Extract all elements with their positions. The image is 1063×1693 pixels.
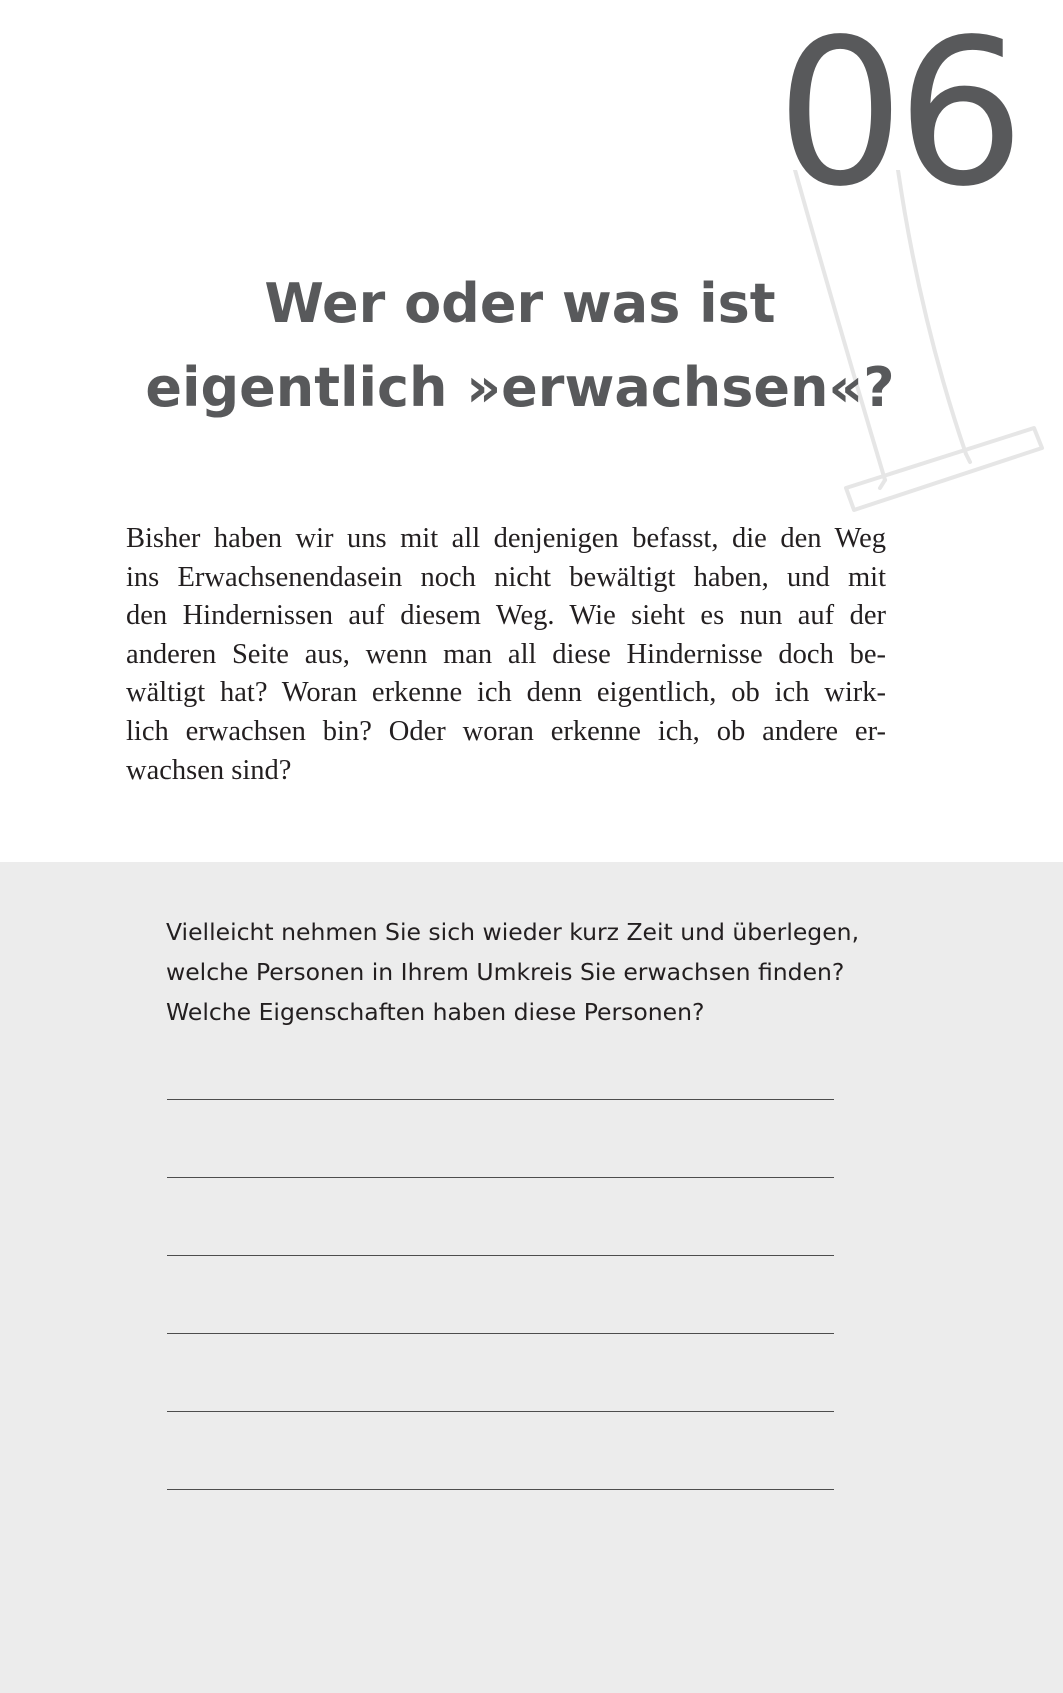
exercise-prompt-line: welche Personen in Ihrem Umkreis Sie erwachsen finden?: [166, 958, 845, 986]
exercise-prompt-line: Vielleicht nehmen Sie sich wieder kurz Zeit und überlegen,: [166, 918, 860, 946]
chapter-title: [120, 262, 920, 430]
intro-line: den Hindernissen auf diesem Weg. Wie sieht es nun auf der: [126, 600, 886, 632]
answer-line[interactable]: [167, 1255, 834, 1256]
exercise-box: [0, 862, 1063, 1693]
intro-paragraph: [126, 520, 886, 790]
intro-line: wachsen sind?: [126, 754, 292, 786]
answer-line[interactable]: [167, 1411, 834, 1412]
answer-line[interactable]: [167, 1333, 834, 1334]
exercise-prompt: [166, 912, 906, 1032]
intro-line: Bisher haben wir uns mit all denjenigen befasst, die den Weg: [126, 523, 886, 554]
intro-line: anderen Seite aus, wenn man all diese Hindernisse doch be-: [126, 638, 886, 670]
intro-line: ins Erwachsenendasein noch nicht bewältigt haben, und mit: [126, 561, 886, 593]
answer-line[interactable]: [167, 1489, 834, 1490]
chapter-number: 06: [775, 0, 1017, 231]
exercise-prompt-line: Welche Eigenschaften haben diese Personen?: [166, 998, 705, 1026]
intro-line: wältigt hat? Woran erkenne ich denn eigentlich, ob ich wirk-: [126, 677, 886, 709]
intro-line: lich erwachsen bin? Oder woran erkenne ich, ob andere er-: [126, 715, 886, 747]
chapter-title-line: eigentlich »erwachsen«?: [145, 356, 895, 419]
answer-line[interactable]: [167, 1099, 834, 1100]
answer-line[interactable]: [167, 1177, 834, 1178]
chapter-title-line: Wer oder was ist: [264, 272, 776, 335]
